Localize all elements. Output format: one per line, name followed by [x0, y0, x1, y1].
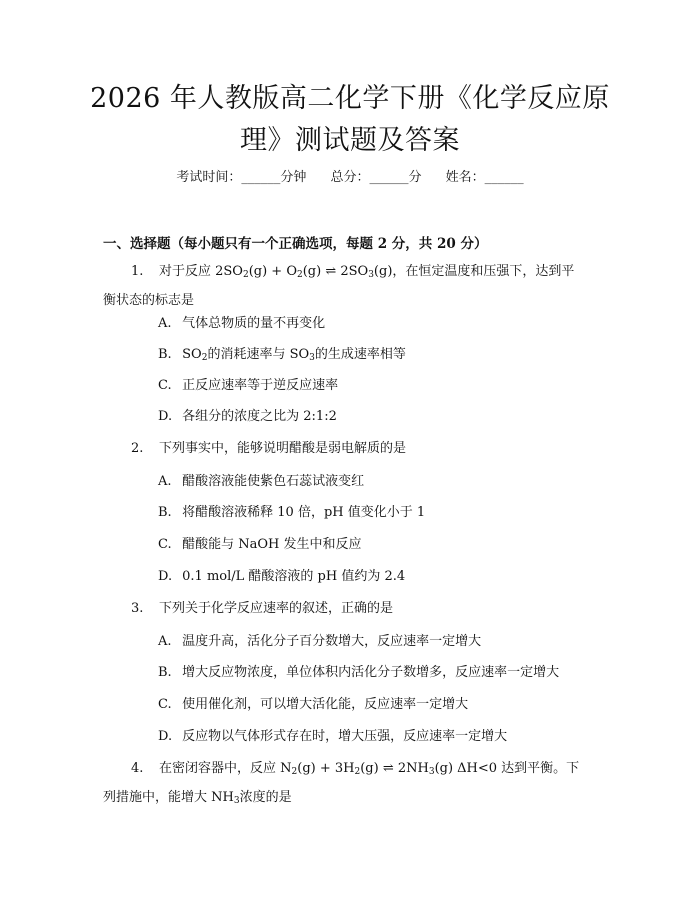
question-3 — [131, 600, 393, 618]
q1-option-d[interactable]: D. 各组分的浓度之比为 2:1:2 — [158, 409, 337, 424]
question-1 — [103, 263, 601, 310]
question-number: 4. — [131, 761, 144, 776]
title-line-2: 理》测试题及答案 — [240, 125, 460, 156]
q2-option-b[interactable]: B. 将醋酸溶液稀释 10 倍，pH 值变化小于 1 — [158, 505, 426, 520]
q3-option-c[interactable]: C. 使用催化剂，可以增大活化能，反应速率一定增大 — [158, 697, 469, 712]
q2-option-a[interactable]: A. 醋酸溶液能使紫色石蕊试液变红 — [158, 474, 365, 489]
q1-option-a[interactable]: A. 气体总物质的量不再变化 — [158, 316, 326, 331]
question-text: 在密闭容器中，反应 $N_2(g) + 3H_2(g)$ ⇌ $2NH_3(g)$ ΔH<0 达到平衡。下 — [159, 761, 580, 777]
total-score-field[interactable]: 总分：______分 — [330, 170, 422, 185]
q2-option-d[interactable]: D. 0.1 mol/L 醋酸溶液的 pH 值约为 2.4 — [158, 569, 406, 584]
q1-option-c[interactable]: C. 正反应速率等于逆反应速率 — [158, 378, 339, 393]
q1-option-b[interactable]: B. $SO_2$的消耗速率与 $SO_3$的生成速率相等 — [158, 347, 406, 363]
q2-option-c[interactable]: C. 醋酸能与 NaOH 发生中和反应 — [158, 537, 362, 552]
q3-option-d[interactable]: D. 反应物以气体形式存在时，增大压强，反应速率一定增大 — [158, 729, 508, 744]
title-line-1: 2026 年人教版高二化学下册《化学反应原 — [90, 83, 610, 114]
question-text-cont: 衡状态的标志是 — [103, 293, 195, 308]
question-number: 3. — [131, 601, 144, 616]
question-text: 下列关于化学反应速率的叙述，正确的是 — [159, 601, 394, 616]
page-title — [0, 78, 700, 162]
q3-option-b[interactable]: B. 增大反应物浓度，单位体积内活化分子数增多，反应速率一定增大 — [158, 665, 560, 680]
student-name-field[interactable]: 姓名：______ — [445, 170, 524, 185]
question-number: 1. — [131, 264, 144, 279]
question-4 — [103, 760, 601, 810]
question-text: 下列事实中，能够说明醋酸是弱电解质的是 — [159, 441, 407, 456]
question-2 — [131, 440, 406, 458]
exam-info — [0, 169, 700, 187]
question-number: 2. — [131, 441, 144, 456]
question-text: 对于反应 $2SO_2(g) + O_2(g)$ ⇌ $2SO_3(g)$，在恒定温度和压强下，达到平 — [159, 264, 575, 280]
q3-option-a[interactable]: A. 温度升高，活化分子百分数增大，反应速率一定增大 — [158, 634, 482, 649]
section-heading: 一、选择题（每小题只有一个正确选项，每题 2 分，共 20 分） — [103, 236, 488, 252]
question-text-cont: 列措施中，能增大 $NH_3$浓度的是 — [103, 790, 292, 806]
exam-time-field[interactable]: 考试时间：______分钟 — [176, 170, 307, 185]
